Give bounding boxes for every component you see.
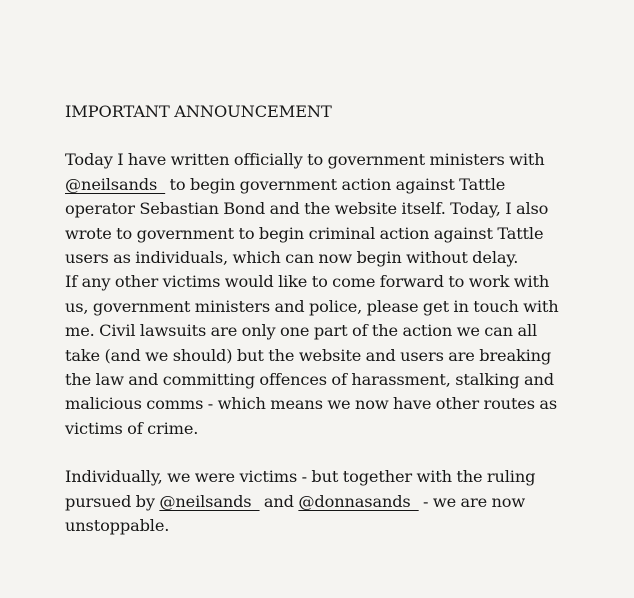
text-line: us, government ministers and police, please get in touch with — [65, 296, 559, 316]
text-line: victims of crime. — [65, 418, 199, 438]
mention-donnasands-link[interactable]: @donnasands_ — [298, 491, 419, 511]
text-line: If any other victims would like to come forward to work with — [65, 272, 550, 292]
text-line: unstoppable. — [65, 516, 170, 536]
text-segment: to begin government action against Tattle — [165, 174, 506, 194]
text-segment: pursued by — [65, 491, 160, 511]
announcement-body — [65, 100, 625, 563]
text-segment: and — [259, 491, 299, 511]
text-line: the law and committing offences of harassment, stalking and — [65, 370, 554, 390]
text-line: operator Sebastian Bond and the website itself. Today, I also — [65, 199, 549, 219]
text-line: users as individuals, which can now begin without delay. — [65, 248, 519, 268]
text-line: Individually, we were victims - but together with the ruling — [65, 467, 536, 487]
mention-neilsands-link[interactable]: @neilsands_ — [65, 174, 166, 194]
text-line: Today I have written officially to government ministers with — [65, 150, 545, 170]
announcement-title: IMPORTANT ANNOUNCEMENT — [65, 102, 332, 121]
paragraph-2 — [65, 465, 625, 538]
text-segment: - we are now — [418, 491, 526, 511]
text-line — [65, 173, 625, 197]
mention-neilsands-link[interactable]: @neilsands_ — [159, 491, 260, 511]
text-line: me. Civil lawsuits are only one part of the action we can all — [65, 321, 538, 341]
text-line — [65, 490, 625, 514]
text-line: wrote to government to begin criminal action against Tattle — [65, 223, 544, 243]
text-line: malicious comms - which means we now have other routes as — [65, 394, 558, 414]
paragraph-1 — [65, 148, 625, 441]
text-line: take (and we should) but the website and users are breaking — [65, 345, 552, 365]
